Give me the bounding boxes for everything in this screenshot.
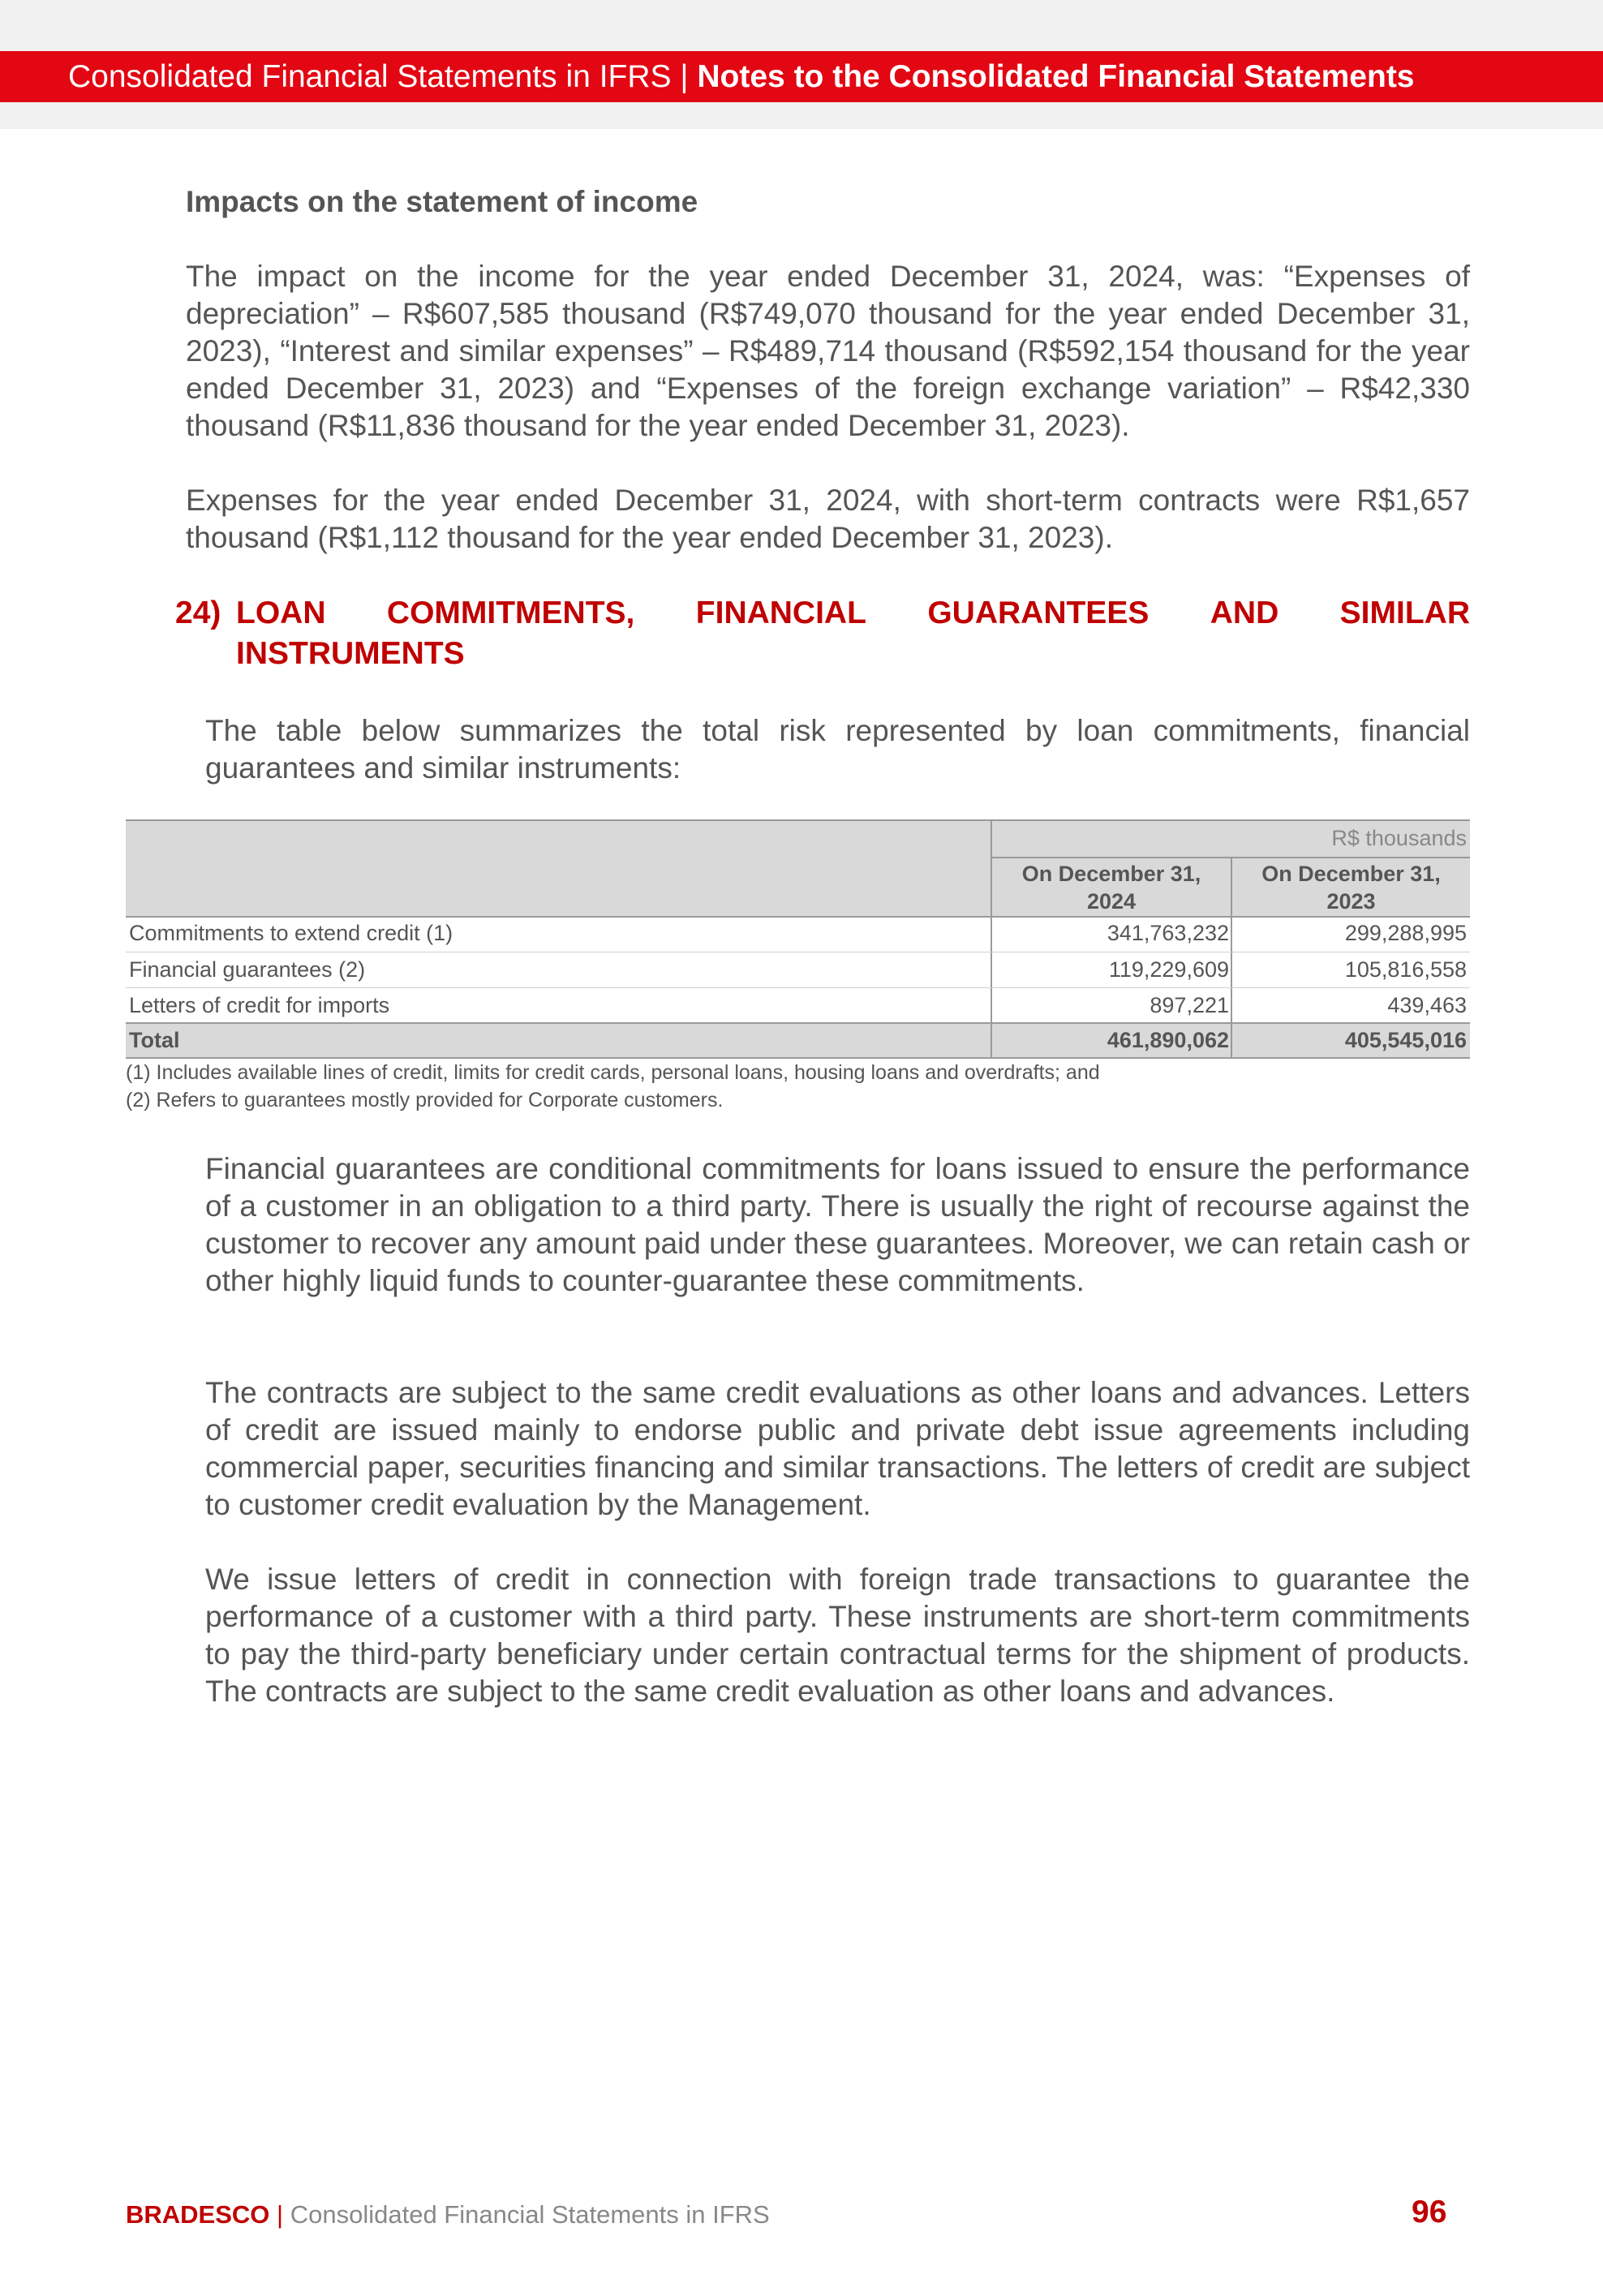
- col-header-line: 2024: [1086, 889, 1137, 914]
- section-intro: The table below summarizes the total risk represented by loan commitments, financial guarantees and similar instruments:: [205, 714, 1470, 785]
- row-value-2023: 299,288,995: [1344, 921, 1467, 945]
- title-word: FINANCIAL: [695, 595, 866, 630]
- row-value-2024: 341,763,232: [1107, 921, 1229, 945]
- table-footnote-1: (1) Includes available lines of credit, limits for credit cards, personal loans, housing loans and overdrafts; and: [126, 1061, 1100, 1084]
- col-header-line: On December 31,: [1021, 862, 1201, 886]
- header-doc-title: Consolidated Financial Statements in IFRS: [68, 59, 672, 94]
- unit-rule: [991, 857, 1470, 858]
- unit-label: R$ thousands: [1331, 826, 1467, 850]
- row-divider: [126, 987, 1470, 988]
- section-number: 24): [175, 595, 221, 630]
- title-word: GUARANTEES: [927, 595, 1150, 630]
- title-word: LOAN: [236, 595, 326, 630]
- header-gray-band: [0, 102, 1603, 129]
- income-paragraph-2: Expenses for the year ended December 31, 2024, with short-term contracts were R$1,657 thousand (R$1,112 thousand for the year ended December 31, 2023).: [186, 484, 1470, 554]
- total-value-2023: 405,545,016: [1344, 1028, 1467, 1052]
- section-title-line-2: INSTRUMENTS: [236, 636, 465, 671]
- footer: [126, 2200, 770, 2229]
- footer-brand: BRADESCO: [126, 2200, 270, 2229]
- top-strip: [0, 0, 1603, 51]
- row-value-2023: 105,816,558: [1344, 957, 1467, 982]
- table-footnote-2: (2) Refers to guarantees mostly provided for Corporate customers.: [126, 1089, 724, 1111]
- row-label: Letters of credit for imports: [129, 993, 390, 1017]
- total-value-2024: 461,890,062: [1107, 1028, 1229, 1052]
- page-number: 96: [1412, 2195, 1447, 2229]
- header-section-title: Notes to the Consolidated Financial Statements: [697, 59, 1415, 94]
- body-paragraph-1: Financial guarantees are conditional commitments for loans issued to ensure the performance of a customer in an obligation to a third party. There is usually the right of recourse against the customer to recover any amount paid under these guarantees. Moreover, we can retain cash or other highly liquid funds to counter-guarantee these commitments.: [205, 1152, 1470, 1297]
- row-label: Financial guarantees (2): [129, 957, 366, 982]
- commitments-table: [126, 819, 1470, 1059]
- row-value-2024: 119,229,609: [1108, 957, 1229, 982]
- row-value-2024: 897,221: [1150, 993, 1229, 1017]
- income-heading: Impacts on the statement of income: [186, 185, 698, 218]
- header-bottom-rule: [126, 916, 1470, 918]
- body-paragraph-2: The contracts are subject to the same credit evaluations as other loans and advances. Letters of credit are issued mainly to endorse public and private debt issue agreements including commercial paper, securities financing and similar transactions. The letters of credit are subject to customer credit evaluation by the Management.: [205, 1376, 1470, 1521]
- body-paragraph-3: We issue letters of credit in connection with foreign trade transactions to guarantee the performance of a customer with a third party. These instruments are short-term commitments to pay the third-party beneficiary under certain contractual terms for the shipment of products. The contracts are subject to the same credit evaluation as other loans and advances.: [205, 1563, 1470, 1708]
- title-word: SIMILAR: [1339, 595, 1470, 630]
- row-label: Commitments to extend credit (1): [129, 921, 453, 945]
- footer-separator: |: [277, 2200, 284, 2229]
- col-header-line: 2023: [1326, 889, 1376, 914]
- row-value-2023: 439,463: [1387, 993, 1467, 1017]
- section-title-line-1: [236, 593, 1470, 634]
- total-label: Total: [129, 1028, 180, 1052]
- title-word: AND: [1210, 595, 1279, 630]
- income-paragraph-1: The impact on the income for the year ended December 31, 2024, was: “Expenses of depreciation” – R$607,585 thousand (R$749,070 thousand for the year ended December 31, 2023), “Interest and similar expenses” – R$489,714 thousand (R$592,154 thousand for the year ended December 31, 2023) and “Expenses of the foreign exchange variation” – R$42,330 thousand (R$11,836 thousand for the year ended December 31, 2023).: [186, 260, 1470, 442]
- title-word: COMMITMENTS,: [386, 595, 635, 630]
- col-header-line: On December 31,: [1261, 862, 1441, 886]
- header-banner: [0, 51, 1603, 102]
- header-separator: |: [680, 59, 689, 94]
- column-header-2023: [1232, 860, 1470, 915]
- table-bottom-rule: [126, 1057, 1470, 1059]
- column-header-2024: [992, 860, 1231, 915]
- footer-doc-title: Consolidated Financial Statements in IFRS: [290, 2200, 770, 2229]
- table-top-rule: [126, 819, 1470, 821]
